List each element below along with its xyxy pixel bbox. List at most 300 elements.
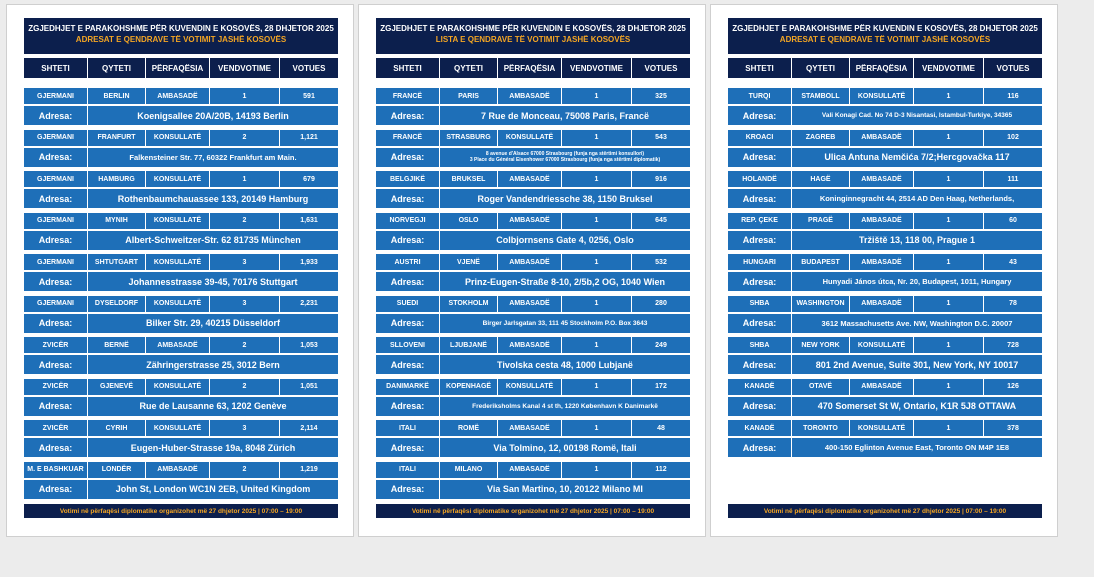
voters-cell: 126: [1007, 383, 1019, 390]
address-row: [728, 314, 1042, 333]
voters-cell: 60: [1009, 217, 1017, 224]
address-value: [440, 438, 690, 457]
address-value: [792, 355, 1042, 374]
country-cell: KANADË: [728, 420, 792, 436]
voting-centers-cell: 3: [210, 420, 280, 436]
address-line-2: 3 Place du Général Eisenhower 67000 Strasbourg (funja nga stërtimi diplomatik): [469, 157, 661, 163]
voters-cell: 78: [1009, 300, 1017, 307]
address-label: Adresa:: [728, 106, 792, 125]
city-cell: STOKHOLM: [440, 296, 498, 312]
country-cell: GJERMANI: [24, 88, 88, 104]
column-header: PËRFAQËSIA: [146, 58, 210, 78]
voting-centers-cell: 2: [210, 130, 280, 146]
address-text: Koninginnegracht 44, 2514 AD Den Haag, Netherlands,: [819, 194, 1015, 203]
election-title: ZGJEDHJET E PARAKOHSHME PËR KUVENDIN E KOSOVËS, 28 DHJETOR 2025: [732, 24, 1038, 33]
country-cell: KROACI: [728, 130, 792, 146]
mission-type-cell: AMBASADË: [850, 213, 914, 229]
polling-location-entry: [728, 379, 1042, 416]
address-text: Ulica Antuna Nemčića 7/2;Hercgovačka 117: [824, 152, 1010, 162]
polling-location-entry: [728, 337, 1042, 374]
address-row: [24, 148, 338, 167]
location-info-row: [376, 420, 690, 436]
voters-cell: 1,051: [300, 383, 318, 390]
document-title-banner: [24, 18, 338, 54]
address-row: [376, 314, 690, 333]
address-row: [376, 355, 690, 374]
polling-location-entry: [376, 462, 690, 499]
address-value: [88, 480, 338, 499]
country-cell: HOLANDË: [728, 171, 792, 187]
address-value: [88, 189, 338, 208]
address-line-1: 8 avenue d'Alsace 67000 Strasbourg (funja nga stërtimi konsullori): [485, 151, 645, 157]
address-row: [24, 189, 338, 208]
address-row: [24, 272, 338, 291]
country-cell: FRANCË: [376, 130, 440, 146]
country-cell: SHBA: [728, 337, 792, 353]
address-value: [440, 106, 690, 125]
address-label: Adresa:: [376, 231, 440, 250]
address-label: Adresa:: [24, 272, 88, 291]
voters-cell: 116: [1007, 92, 1019, 100]
city-cell: BERNË: [88, 337, 146, 353]
address-row: [728, 438, 1042, 457]
city-cell: STAMBOLL: [792, 88, 850, 104]
city-cell: MYNIH: [88, 213, 146, 229]
voting-centers-cell: 2: [210, 379, 280, 395]
address-text: Zähringerstrasse 25, 3012 Bern: [146, 359, 280, 370]
city-cell: LJUBJANË: [440, 337, 498, 353]
address-label: Adresa:: [24, 480, 88, 499]
address-value: [88, 231, 338, 250]
mission-type-cell: AMBASADË: [850, 171, 914, 187]
voters-cell: 645: [655, 217, 667, 224]
table-header: [24, 58, 338, 78]
city-cell: TORONTO: [792, 420, 850, 436]
voting-centers-cell: 1: [562, 420, 632, 436]
polling-location-entry: [376, 296, 690, 333]
address-text: Birger Jarlsgatan 33, 111 45 Stockholm P.O. Box 3643: [482, 319, 648, 327]
city-cell: PARIS: [440, 88, 498, 104]
address-text: Frederiksholms Kanal 4 st th, 1220 København K Danimarkë: [472, 402, 658, 410]
location-info-row: [376, 213, 690, 229]
address-value: [792, 272, 1042, 291]
polling-location-entry: [24, 379, 338, 416]
voters-cell: 2,114: [300, 424, 318, 432]
column-header: SHTETI: [24, 58, 88, 78]
mission-type-cell: AMBASADË: [850, 379, 914, 395]
location-info-row: [728, 296, 1042, 312]
address-label: Adresa:: [24, 314, 88, 333]
location-info-row: [728, 254, 1042, 270]
address-label: Adresa:: [24, 355, 88, 374]
table-header: [728, 58, 1042, 78]
city-cell: LONDËR: [88, 462, 146, 478]
address-text: Prinz-Eugen-Straße 8-10, 2/5b,2 OG, 1040 Wien: [465, 276, 665, 287]
address-label: Adresa:: [376, 438, 440, 457]
mission-type-cell: AMBASADË: [498, 213, 562, 229]
mission-type-cell: KONSULLATË: [146, 213, 210, 229]
voters-cell: 102: [1007, 134, 1019, 141]
polling-location-entry: [728, 171, 1042, 208]
polling-location-entry: [376, 379, 690, 416]
address-text: Roger Vandendriessche 38, 1150 Bruksel: [477, 193, 653, 204]
column-header: VENDVOTIME: [562, 58, 632, 78]
voting-date-footer: Votimi në përfaqësi diplomatike organizohet më 27 dhjetor 2025 | 07:00 – 19:00: [24, 504, 338, 518]
mission-type-cell: KONSULLATË: [146, 130, 210, 146]
mission-type-cell: AMBASADË: [498, 296, 562, 312]
polling-location-entry: [376, 420, 690, 457]
voting-centers-cell: 2: [210, 462, 280, 478]
address-value: [88, 148, 338, 167]
address-row: [376, 231, 690, 250]
voters-cell: 172: [655, 383, 667, 390]
address-label: Adresa:: [376, 314, 440, 333]
address-text: 7 Rue de Monceau, 75008 Paris, Francë: [480, 110, 650, 121]
address-label: Adresa:: [728, 314, 792, 333]
city-cell: BUDAPEST: [792, 254, 850, 270]
address-row: [24, 355, 338, 374]
city-cell: BRUKSEL: [440, 171, 498, 187]
city-cell: MILANO: [440, 462, 498, 478]
location-info-row: [24, 462, 338, 478]
polling-location-entry: [24, 296, 338, 333]
voting-centers-cell: 1: [914, 254, 984, 270]
address-row: [376, 397, 690, 416]
address-value: [88, 272, 338, 291]
voters-cell: 249: [655, 341, 667, 349]
city-cell: FRANFURT: [88, 130, 146, 146]
voters-cell: 679: [303, 175, 315, 183]
address-label: Adresa:: [728, 438, 792, 457]
mission-type-cell: KONSULLATË: [850, 337, 914, 353]
address-value: [440, 189, 690, 208]
country-cell: SLLOVENI: [376, 337, 440, 353]
address-value: [440, 314, 690, 333]
voting-centers-cell: 1: [914, 420, 984, 436]
address-text: Albert-Schweitzer-Str. 62 81735 München: [125, 235, 301, 245]
city-cell: WASHINGTON: [792, 296, 850, 312]
mission-type-cell: AMBASADË: [498, 462, 562, 478]
voting-centers-cell: 1: [914, 213, 984, 229]
voters-cell: 2,231: [300, 300, 318, 307]
mission-type-cell: AMBASADË: [850, 254, 914, 270]
city-cell: SHTUTGART: [88, 254, 146, 270]
location-info-row: [376, 462, 690, 478]
location-info-row: [24, 420, 338, 436]
voting-centers-cell: 1: [914, 296, 984, 312]
country-cell: M. E BASHKUAR: [24, 462, 88, 478]
address-text: John St, London WC1N 2EB, United Kingdom: [115, 484, 311, 494]
city-cell: CYRIH: [88, 420, 146, 436]
voters-cell: 1,219: [300, 466, 318, 473]
address-row: [728, 231, 1042, 250]
city-cell: KOPENHAGË: [440, 379, 498, 395]
voting-centers-cell: 3: [210, 296, 280, 312]
polling-location-entry: [728, 213, 1042, 250]
city-cell: NEW YORK: [792, 337, 850, 353]
location-info-row: [376, 296, 690, 312]
column-header: QYTETI: [792, 58, 850, 78]
address-value: [792, 438, 1042, 457]
location-info-row: [728, 88, 1042, 104]
polling-location-entry: [376, 337, 690, 374]
country-cell: FRANCË: [376, 88, 440, 104]
location-info-row: [24, 213, 338, 229]
list-subtitle: ADRESAT E QENDRAVE TË VOTIMIT JASHË KOSOVËS: [75, 35, 287, 44]
column-header: PËRFAQËSIA: [498, 58, 562, 78]
column-header: QYTETI: [440, 58, 498, 78]
mission-type-cell: AMBASADË: [498, 254, 562, 270]
location-info-row: [376, 254, 690, 270]
city-cell: HAGË: [792, 171, 850, 187]
polling-location-entry: [728, 130, 1042, 167]
polling-location-entry: [24, 171, 338, 208]
address-row: [728, 106, 1042, 125]
country-cell: KANADË: [728, 379, 792, 395]
column-header: SHTETI: [728, 58, 792, 78]
location-info-row: [24, 171, 338, 187]
address-row: [376, 438, 690, 457]
polling-location-entry: [728, 88, 1042, 125]
address-text: Tivolska cesta 48, 1000 Lubjanë: [497, 359, 633, 370]
polling-location-entry: [376, 254, 690, 291]
country-cell: GJERMANI: [24, 254, 88, 270]
voters-cell: 280: [655, 300, 667, 307]
address-value: [792, 397, 1042, 416]
polling-location-entry: [728, 420, 1042, 457]
mission-type-cell: KONSULLATË: [146, 254, 210, 270]
mission-type-cell: AMBASADË: [498, 337, 562, 353]
mission-type-cell: AMBASADË: [498, 420, 562, 436]
voting-date-footer: Votimi në përfaqësi diplomatike organizohet më 27 dhjetor 2025 | 07:00 – 19:00: [376, 504, 690, 518]
mission-type-cell: AMBASADË: [850, 130, 914, 146]
address-value: [440, 397, 690, 416]
address-value: [440, 272, 690, 291]
address-label: Adresa:: [728, 355, 792, 374]
address-row: [24, 397, 338, 416]
election-title: ZGJEDHJET E PARAKOHSHME PËR KUVENDIN E KOSOVËS, 28 DHJETOR 2025: [380, 24, 686, 33]
voting-date-footer: Votimi në përfaqësi diplomatike organizohet më 27 dhjetor 2025 | 07:00 – 19:00: [728, 504, 1042, 518]
location-info-row: [24, 379, 338, 395]
address-value: [792, 106, 1042, 125]
voting-centers-cell: 2: [210, 213, 280, 229]
column-header: VOTUES: [996, 63, 1030, 73]
address-row: [376, 106, 690, 125]
mission-type-cell: KONSULLATË: [850, 88, 914, 104]
column-header: QYTETI: [88, 58, 146, 78]
voting-centers-cell: 1: [562, 462, 632, 478]
polling-location-entry: [24, 254, 338, 291]
voters-cell: 1,933: [300, 258, 318, 266]
location-info-row: [728, 337, 1042, 353]
voting-centers-cell: 1: [562, 337, 632, 353]
address-row: [24, 438, 338, 457]
address-label: Adresa:: [376, 397, 440, 416]
country-cell: ZVICËR: [24, 420, 88, 436]
address-value: [792, 148, 1042, 167]
city-cell: VJENË: [440, 254, 498, 270]
address-row: [376, 272, 690, 291]
mission-type-cell: AMBASADË: [498, 88, 562, 104]
address-label: Adresa:: [376, 189, 440, 208]
address-label: Adresa:: [376, 355, 440, 374]
mission-type-cell: KONSULLATË: [146, 296, 210, 312]
city-cell: BERLIN: [88, 88, 146, 104]
address-text: 3612 Massachusetts Ave. NW, Washington D.C. 20007: [821, 318, 1013, 328]
address-value: [792, 231, 1042, 250]
address-label: Adresa:: [728, 189, 792, 208]
address-label: Adresa:: [376, 106, 440, 125]
voting-centers-cell: 1: [914, 130, 984, 146]
mission-type-cell: KONSULLATË: [850, 420, 914, 436]
polling-location-entry: [24, 88, 338, 125]
location-info-row: [24, 88, 338, 104]
voting-centers-cell: 1: [210, 171, 280, 187]
address-value: [440, 231, 690, 250]
address-label: Adresa:: [376, 480, 440, 499]
location-info-row: [376, 130, 690, 146]
address-text: Via San Martino, 10, 20122 Milano MI: [487, 484, 643, 494]
address-row: [728, 148, 1042, 167]
mission-type-cell: AMBASADË: [146, 88, 210, 104]
polling-location-entry: [376, 88, 690, 125]
column-header: VENDVOTIME: [210, 58, 280, 78]
address-text: Eugen-Huber-Strasse 19a, 8048 Zürich: [130, 442, 296, 453]
voting-centers-cell: 1: [562, 379, 632, 395]
address-text: Tržiště 13, 118 00, Prague 1: [858, 235, 976, 245]
country-cell: REP. ÇEKE: [728, 213, 792, 229]
address-text: Bilker Str. 29, 40215 Düsseldorf: [145, 318, 281, 328]
address-text: Koenigsallee 20A/20B, 14193 Berlin: [137, 110, 289, 121]
location-info-row: [24, 337, 338, 353]
country-cell: TURQI: [728, 88, 792, 104]
address-label: Adresa:: [376, 272, 440, 291]
polling-location-entry: [728, 296, 1042, 333]
voters-cell: 43: [1009, 258, 1017, 266]
voting-centers-cell: 1: [562, 213, 632, 229]
column-header: VOTUES: [644, 63, 678, 73]
list-subtitle: ADRESAT E QENDRAVE TË VOTIMIT JASHË KOSOVËS: [779, 35, 991, 44]
country-cell: ITALI: [376, 462, 440, 478]
address-row: [728, 272, 1042, 291]
city-cell: ZAGREB: [792, 130, 850, 146]
location-info-row: [376, 88, 690, 104]
address-label: Adresa:: [728, 272, 792, 291]
address-value: [88, 314, 338, 333]
address-value: [440, 148, 690, 167]
country-cell: SUEDI: [376, 296, 440, 312]
voters-cell: 1,631: [300, 217, 318, 224]
city-cell: ROMË: [440, 420, 498, 436]
location-info-row: [728, 379, 1042, 395]
address-value: [88, 397, 338, 416]
location-info-row: [728, 171, 1042, 187]
address-text: 400-150 Eglinton Avenue East, Toronto ON M4P 1E8: [824, 443, 1010, 452]
address-row: [24, 106, 338, 125]
voters-cell: 591: [303, 92, 315, 100]
address-value: [440, 355, 690, 374]
polling-location-entry: [24, 420, 338, 457]
country-cell: BELGJIKË: [376, 171, 440, 187]
document-title-banner: [728, 18, 1042, 54]
voters-cell: 1,121: [300, 134, 318, 141]
address-label: Adresa:: [24, 189, 88, 208]
voting-centers-cell: 1: [562, 296, 632, 312]
mission-type-cell: AMBASADË: [498, 171, 562, 187]
polling-location-entry: [24, 130, 338, 167]
voting-centers-cell: 1: [914, 337, 984, 353]
address-text: Via Tolmino, 12, 00198 Romë, Itali: [493, 442, 637, 453]
address-value: [88, 106, 338, 125]
voters-cell: 48: [657, 424, 665, 432]
voting-centers-cell: 2: [210, 337, 280, 353]
panel-diaspora-addresses-2: [358, 4, 706, 537]
mission-type-cell: KONSULLATË: [146, 379, 210, 395]
location-info-row: [728, 213, 1042, 229]
polling-location-entry: [376, 171, 690, 208]
election-title: ZGJEDHJET E PARAKOHSHME PËR KUVENDIN E KOSOVËS, 28 DHJETOR 2025: [28, 24, 334, 33]
country-cell: ZVICËR: [24, 337, 88, 353]
location-info-row: [728, 130, 1042, 146]
address-text: Falkensteiner Str. 77, 60322 Frankfurt am Main.: [129, 152, 297, 162]
address-text: Rue de Lausanne 63, 1202 Genève: [139, 401, 287, 411]
voting-centers-cell: 3: [210, 254, 280, 270]
document-title-banner: [376, 18, 690, 54]
voting-centers-cell: 1: [562, 254, 632, 270]
city-cell: PRAGË: [792, 213, 850, 229]
address-value: [792, 314, 1042, 333]
address-row: [376, 480, 690, 499]
address-text: 801 2nd Avenue, Suite 301, New York, NY 10017: [815, 359, 1019, 370]
voting-centers-cell: 1: [210, 88, 280, 104]
address-text: Johannesstrasse 39-45, 70176 Stuttgart: [128, 276, 298, 287]
address-text: 470 Somerset St W, Ontario, K1R 5J8 OTTAWA: [817, 401, 1017, 411]
mission-type-cell: AMBASADË: [146, 337, 210, 353]
polling-location-entry: [24, 213, 338, 250]
address-text: Rothenbaumchauassee 133, 20149 Hamburg: [117, 193, 309, 204]
country-cell: NORVEGJI: [376, 213, 440, 229]
address-row: [728, 189, 1042, 208]
table-header: [376, 58, 690, 78]
polling-location-entry: [24, 337, 338, 374]
mission-type-cell: AMBASADË: [146, 462, 210, 478]
voters-cell: 111: [1007, 175, 1019, 183]
country-cell: DANIMARKË: [376, 379, 440, 395]
address-value: [440, 480, 690, 499]
column-header: SHTETI: [376, 58, 440, 78]
voting-centers-cell: 1: [914, 379, 984, 395]
country-cell: GJERMANI: [24, 171, 88, 187]
address-label: Adresa:: [376, 148, 440, 167]
address-label: Adresa:: [728, 148, 792, 167]
mission-type-cell: KONSULLATË: [146, 420, 210, 436]
address-label: Adresa:: [24, 231, 88, 250]
mission-type-cell: KONSULLATË: [498, 379, 562, 395]
voting-centers-cell: 1: [914, 171, 984, 187]
location-info-row: [24, 254, 338, 270]
voting-centers-cell: 1: [562, 130, 632, 146]
address-text: Vali Konagi Cad. No 74 D-3 Nisantasi, Istambul-Turkiye, 34365: [821, 112, 1013, 119]
address-row: [376, 148, 690, 167]
voting-centers-cell: 1: [914, 88, 984, 104]
address-label: Adresa:: [24, 106, 88, 125]
location-info-row: [728, 420, 1042, 436]
mission-type-cell: AMBASADË: [850, 296, 914, 312]
polling-location-entry: [376, 213, 690, 250]
country-cell: GJERMANI: [24, 296, 88, 312]
city-cell: HAMBURG: [88, 171, 146, 187]
mission-type-cell: KONSULLATË: [498, 130, 562, 146]
